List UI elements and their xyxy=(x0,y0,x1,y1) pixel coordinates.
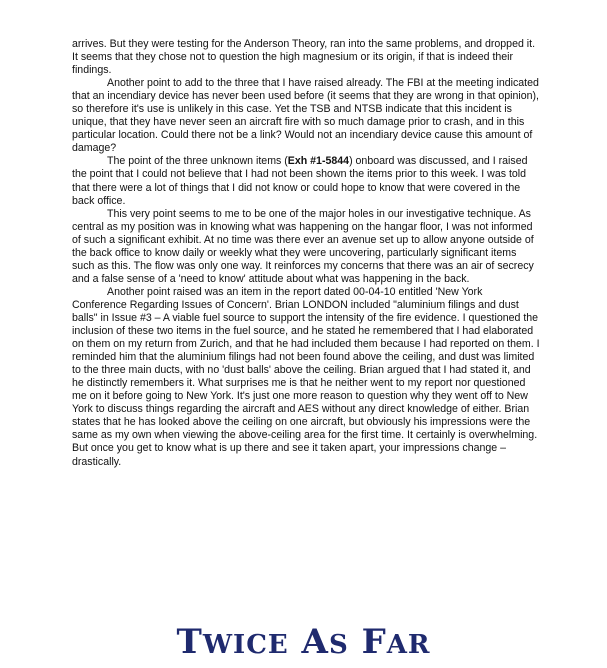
paragraph: This very point seems to me to be one of the major holes in our investigative technique. As central as my position was in knowing what was happening on the hangar floor, I was not informed of such a significant exhibit. At no time was there ever an avenue set up to allow anyone outside of the back office to know daily or weekly what they were uncovering, particularly significant items such as this. The flow was only one way. It reinforces my concerns that there was an air of secrecy and a false sense of a 'need to know' attitude about what was happening in the back. xyxy=(72,207,534,285)
exhibit-reference: Exh #1-5844 xyxy=(287,155,350,168)
paragraph xyxy=(72,155,540,207)
title-cap: F xyxy=(361,622,387,662)
document-body xyxy=(72,38,540,469)
title-cap: A xyxy=(301,622,329,662)
paragraph: Another point to add to the three that I have raised already. The FBI at the meeting indicated that an incendiary device has never been used before (it seems that they are wrong in that opinion), so therefore it's use is unlikely in this case. Yet the TSB and NTSB indicate that this incident is unique, that they have never seen an aircraft fire with so much damage prior to crash, and in this particular location. Could there not be a link? Would not an incendiary device cause this amount of damage? xyxy=(72,77,539,155)
paragraph: Another point raised was an item in the report dated 00-04-10 entitled 'New York Conference Regarding Issues of Concern'. Brian LONDON included "aluminium filings and dust balls" in Issue #3 – A viable fuel source to support the intensity of the fire evidence. I questioned the inclusion of these two items in the fuel source, and he stated he remembered that I had elaborated on them on my return from Zurich, and that he had included them because I had reported on them. I reminded him that the aluminium filings had not been found above the ceiling, and dust was limited to the three main ducts, with no 'dust balls' above the ceiling. Brian argued that I had stated it, and he distinctly remembers it. What surprises me is that he neither went to my report nor questioned me on it before going to New York. It's just one more reason to question why they went off to New York to discuss things regarding the aircraft and AES without any direct knowledge of either. Brian states that he has looked above the ceiling on one aircraft, but obviously his impressions were the same as my own when viewing the above-ceiling area for the first time. It certainly is overwhelming. But once you get to know what is up there and see it taken apart, your impressions change – drastically. xyxy=(72,285,540,468)
paragraph-text: The point of the three unknown items ( xyxy=(107,155,288,168)
title-cap: T xyxy=(176,622,203,662)
title-rest: WICE xyxy=(202,630,289,660)
title-rest: AR xyxy=(386,630,431,660)
title-rest: S xyxy=(328,630,349,660)
paragraph-text: ) onboard was discussed, and I raised the point that I could not believe that I had not been shown the items prior to this week. I was told that there were a lot of things that I did not know or could hope to know that were covered in the back office. xyxy=(72,155,528,207)
book-title-footer xyxy=(0,622,607,662)
paragraph: arrives. But they were testing for the Anderson Theory, ran into the same problems, and dropped it. It seems that they chose not to question the high magnesium or its origin, if that is indeed their findings. xyxy=(72,38,536,77)
